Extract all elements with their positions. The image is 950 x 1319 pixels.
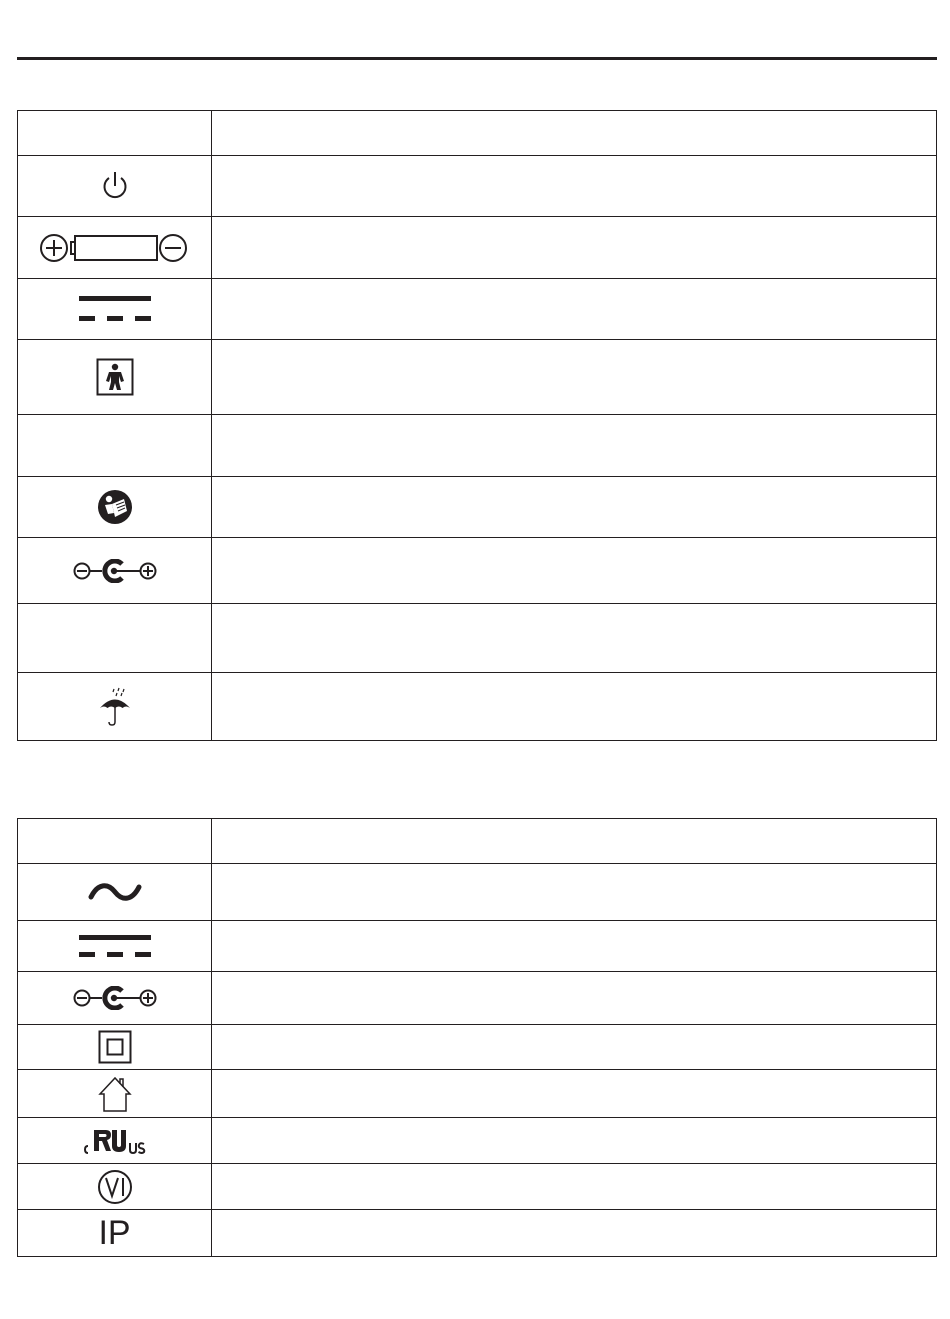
power-standby-icon [100,169,130,203]
symbols-table-device [17,110,937,741]
table-row [18,477,937,538]
indoor-use-only-icon [97,1075,133,1113]
dc-connector-polarity-icon [73,986,157,1010]
header-symbol-cell [18,819,212,864]
table-row [18,864,937,921]
row-description [212,1118,937,1164]
table-row [18,538,937,604]
table-header-row [18,111,937,156]
table-row [18,921,937,972]
efficiency-level-vi-icon [97,1169,133,1205]
ul-recognized-mark-icon [82,1128,148,1154]
table-row [18,340,937,415]
table-row [18,1118,937,1164]
table-row [18,1164,937,1210]
direct-current-icon [78,933,152,959]
battery-polarity-icon [39,231,191,265]
table-row [18,972,937,1025]
row-description [212,1070,937,1118]
table-row [18,279,937,340]
class-ii-equipment-icon [98,1030,132,1064]
row-description [212,972,937,1025]
table-header-row [18,819,937,864]
table-row [18,673,937,741]
empty-symbol-cell [18,604,212,673]
type-bf-applied-part-icon [96,358,134,396]
row-description [212,156,937,217]
row-description [212,1025,937,1070]
row-description [212,279,937,340]
row-description [212,340,937,415]
keep-dry-icon [97,687,133,727]
dc-connector-polarity-icon [73,559,157,583]
row-description [212,1164,937,1210]
row-description [212,921,937,972]
row-description [212,1210,937,1257]
alternating-current-icon [88,880,142,904]
table-row [18,217,937,279]
row-description [212,673,937,741]
header-description-cell [212,111,937,156]
direct-current-icon [78,294,152,324]
table-row [18,156,937,217]
row-description [212,538,937,604]
table-row [18,1070,937,1118]
table-row [18,1025,937,1070]
header-description-cell [212,819,937,864]
row-description [212,415,937,477]
top-rule [17,57,937,60]
table-row [18,1210,937,1257]
empty-symbol-cell [18,415,212,477]
symbols-table-adapter [17,818,937,1257]
row-description [212,217,937,279]
row-description [212,604,937,673]
table-row [18,604,937,673]
header-symbol-cell [18,111,212,156]
ip-rating-icon: IP [98,1214,131,1252]
row-description [212,864,937,921]
table-row [18,415,937,477]
read-manual-icon [97,489,133,525]
row-description [212,477,937,538]
